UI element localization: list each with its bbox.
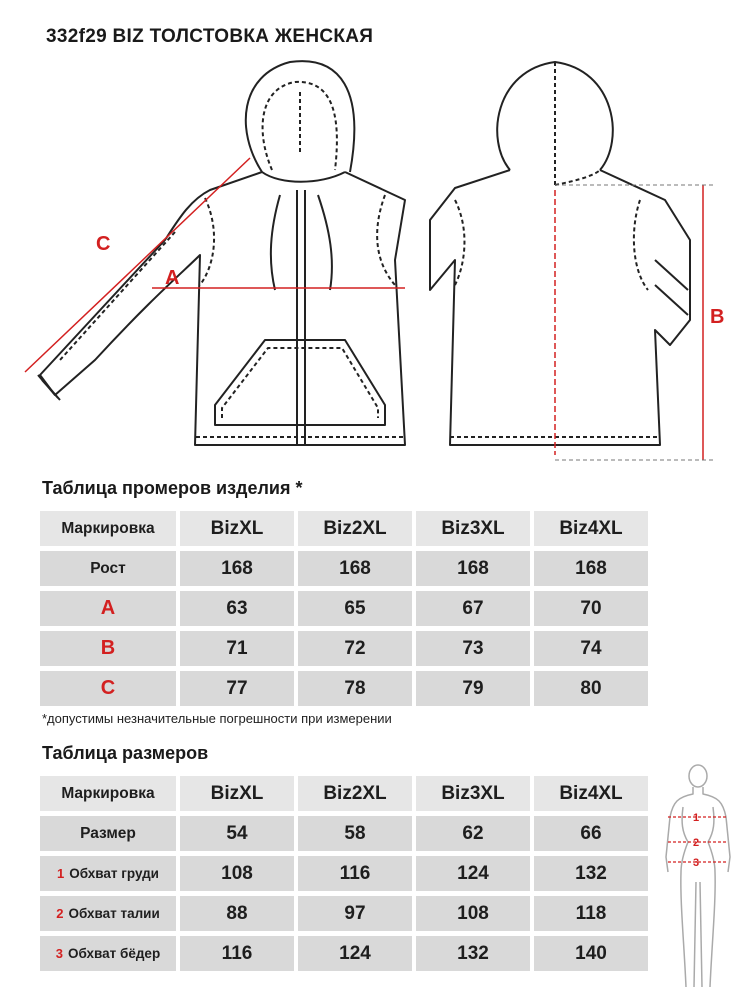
- hoodie-illustration: [0, 40, 751, 470]
- row-label-a: A: [40, 591, 176, 626]
- measurements-table: [40, 511, 648, 706]
- row-label-b: B: [40, 631, 176, 666]
- table-cell: 66: [534, 816, 648, 851]
- row-label-chest: [40, 856, 176, 891]
- table-cell: 168: [298, 551, 412, 586]
- body-label-3: 3: [693, 857, 700, 869]
- table-cell: 65: [298, 591, 412, 626]
- table-header-cell: BizXL: [180, 776, 294, 811]
- table-header-cell: Biz2XL: [298, 776, 412, 811]
- diagram-label-c: C: [96, 233, 111, 255]
- table-cell: 73: [416, 631, 530, 666]
- diagram-label-a: A: [165, 267, 180, 289]
- table-cell: 78: [298, 671, 412, 706]
- body-figure-illustration: [648, 762, 748, 998]
- diagram-label-b: B: [710, 306, 725, 328]
- table-cell: 58: [298, 816, 412, 851]
- table-cell: 63: [180, 591, 294, 626]
- row-label-text: Размер: [80, 824, 136, 842]
- row-label-text: Обхват бёдер: [68, 946, 161, 961]
- table-cell: 116: [180, 936, 294, 971]
- table-cell: 80: [534, 671, 648, 706]
- row-number: 2: [56, 906, 64, 921]
- table-header-cell: Маркировка: [40, 776, 176, 811]
- table-header-cell: BizXL: [180, 511, 294, 546]
- table-header-cell: Biz3XL: [416, 511, 530, 546]
- sizes-table: [40, 776, 648, 971]
- row-label-height: Рост: [40, 551, 176, 586]
- table-header-cell: Biz2XL: [298, 511, 412, 546]
- table-cell: 54: [180, 816, 294, 851]
- product-title: 332f29 BIZ ТОЛСТОВКА ЖЕНСКАЯ: [46, 26, 374, 47]
- hoodie-front-view: [38, 61, 405, 445]
- row-number: 3: [55, 946, 64, 961]
- sizes-title: Таблица размеров: [42, 743, 209, 763]
- measurements-title: Таблица промеров изделия *: [42, 478, 303, 498]
- table-cell: 124: [416, 856, 530, 891]
- table-cell: 140: [534, 936, 648, 971]
- table-header-cell: Biz4XL: [534, 776, 648, 811]
- table-cell: 168: [534, 551, 648, 586]
- table-cell: 132: [534, 856, 648, 891]
- table-cell: 67: [416, 591, 530, 626]
- table-cell: 71: [180, 631, 294, 666]
- row-label-c: C: [40, 671, 176, 706]
- table-cell: 88: [180, 896, 294, 931]
- hoodie-back-view: [430, 62, 690, 445]
- measure-line-c: [25, 158, 250, 372]
- table-cell: 79: [416, 671, 530, 706]
- table-header-cell: Маркировка: [40, 511, 176, 546]
- table-cell: 168: [416, 551, 530, 586]
- table-header-cell: Biz3XL: [416, 776, 530, 811]
- body-label-1: 1: [693, 812, 700, 824]
- table-header-cell: Biz4XL: [534, 511, 648, 546]
- table-cell: 116: [298, 856, 412, 891]
- table-cell: 97: [298, 896, 412, 931]
- table-cell: 72: [298, 631, 412, 666]
- measurement-footnote: *допустимы незначительные погрешности при измерении: [42, 711, 392, 726]
- body-label-2: 2: [693, 837, 700, 849]
- table-cell: 74: [534, 631, 648, 666]
- table-cell: 77: [180, 671, 294, 706]
- row-label-size: [40, 816, 176, 851]
- row-label-text: Обхват груди: [69, 866, 159, 881]
- table-cell: 62: [416, 816, 530, 851]
- table-cell: 132: [416, 936, 530, 971]
- table-cell: 108: [416, 896, 530, 931]
- row-label-hips: [40, 936, 176, 971]
- table-cell: 108: [180, 856, 294, 891]
- row-label-waist: [40, 896, 176, 931]
- table-cell: 118: [534, 896, 648, 931]
- row-number: 1: [57, 866, 65, 881]
- table-cell: 124: [298, 936, 412, 971]
- table-cell: 168: [180, 551, 294, 586]
- row-label-text: Обхват талии: [68, 906, 160, 921]
- table-cell: 70: [534, 591, 648, 626]
